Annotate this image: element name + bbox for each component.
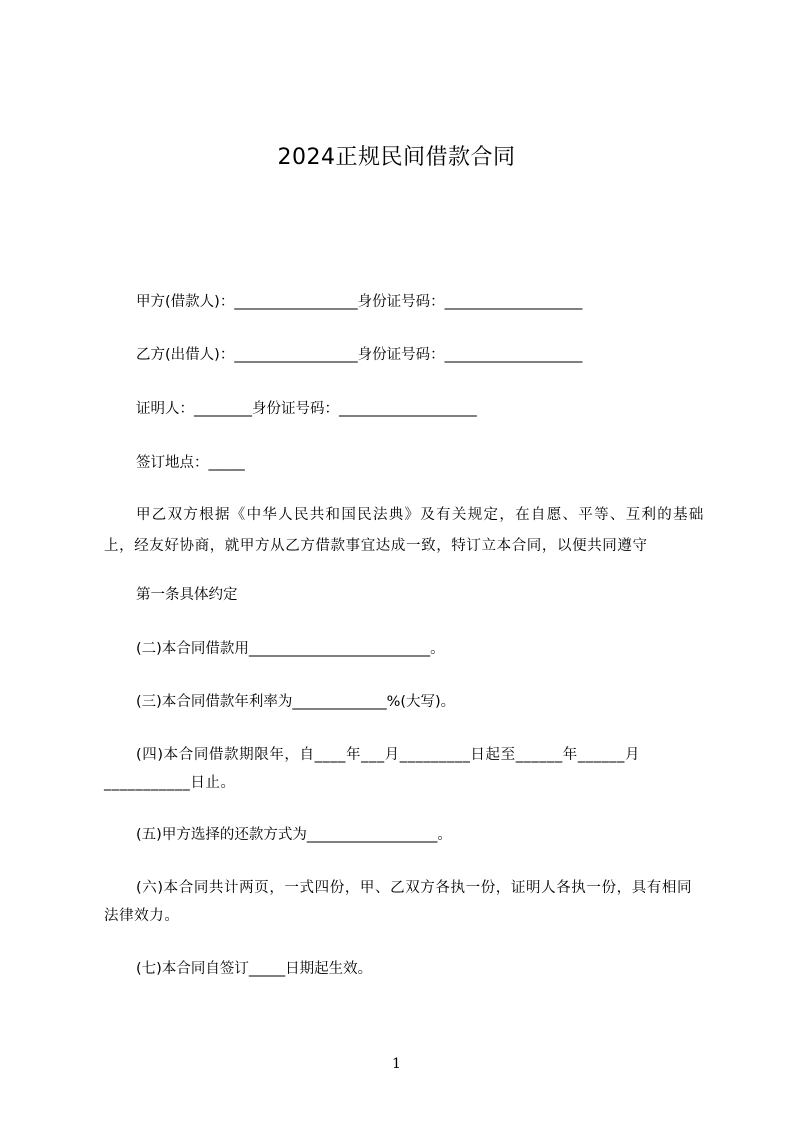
clause-six: (六)本合同共计两页，一式四份，甲、乙双方各执一份，证明人各执一份，具有相同法律效力。	[104, 880, 693, 924]
clause-three: (三)本合同借款年利率为_____________%(大写)。	[136, 694, 456, 710]
signing-place-line: 签订地点：_____	[136, 455, 245, 471]
party-a-line: 甲方(借款人)：_________________身份证号码：___________________	[136, 294, 583, 310]
party-b-line: 乙方(出借人)：_________________身份证号码：___________________	[136, 347, 583, 363]
page-number: 1	[392, 1056, 401, 1072]
clause-seven: (七)本合同自签订_____日期起生效。	[136, 961, 373, 977]
witness-line: 证明人：________身份证号码：___________________	[136, 401, 477, 417]
clause-two: (二)本合同借款用_________________________。	[136, 641, 445, 657]
clause-five: (五)甲方选择的还款方式为__________________。	[136, 827, 452, 843]
preamble-paragraph: 甲乙双方根据《中华人民共和国民法典》及有关规定，在自愿、平等、互利的基础上，经友好协商，就甲方从乙方借款事宜达成一致，特订立本合同，以便共同遵守	[104, 507, 704, 554]
document-title: 2024正规民间借款合同	[277, 145, 516, 170]
article-one-heading: 第一条具体约定	[136, 587, 238, 603]
clause-four: (四)本合同借款期限年，自____年___月_________日起至______年______月___________日止。	[104, 747, 641, 791]
